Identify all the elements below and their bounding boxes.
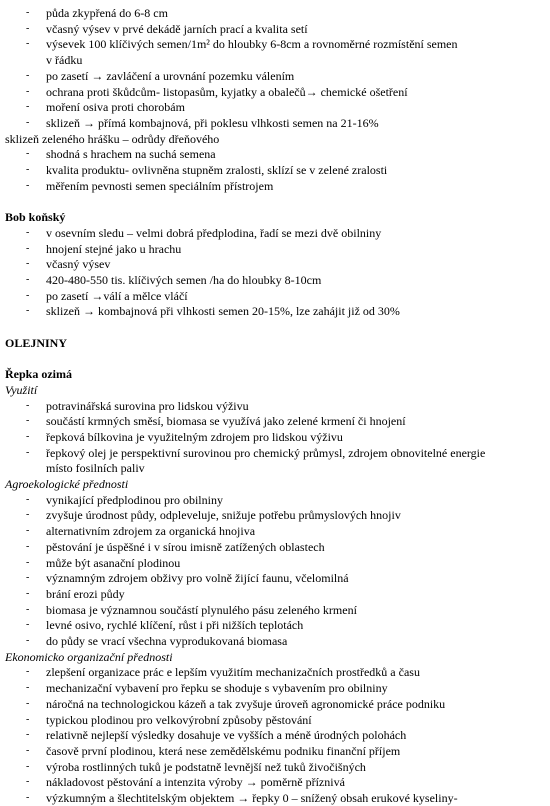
bullet-dash-icon: - [26, 273, 30, 285]
bullet-dash-icon: - [26, 713, 30, 725]
bullet-dash-icon: - [26, 38, 30, 50]
bullet-text: potravinářská surovina pro lidskou výživu [46, 398, 249, 413]
bullet-dash-icon: - [26, 7, 30, 18]
bullet-dash-icon: - [26, 22, 30, 34]
bullet-text: sklizeň → kombajnová při vlhkosti semen 20-15%, lze zahájit již od 30% [46, 304, 400, 319]
bullet-text: součástí krmných směsí, biomasa se využívá jako zelené krmení či hnojení [46, 414, 406, 429]
bullet-dash-icon: - [26, 603, 30, 615]
bullet-dash-icon: - [26, 148, 30, 160]
bullet-dash-icon: - [26, 258, 30, 270]
bullet-text: biomasa je významnou součástí plynulého pásu zeleného krmení [46, 602, 357, 617]
bullet-text: 420-480-550 tis. klíčivých semen /ha do hloubky 8-10cm [46, 272, 322, 287]
bullet-text: ochrana proti škůdcům- listopasům, kyjatky a obalečů→ chemické ošetření [46, 84, 408, 99]
bullet-text: kvalita produktu- ovlivněna stupněm zralosti, sklízí se v zelené zralosti [46, 163, 388, 177]
bullet-text: vynikající předplodinou pro obilniny [46, 492, 223, 507]
bullet-dash-icon: - [26, 415, 30, 427]
bullet-dash-icon: - [26, 540, 30, 552]
paragraph-line: sklizeň zeleného hrášku – odrůdy dřeňového [5, 131, 220, 146]
subsection-heading: Agroekologické přednosti [5, 477, 129, 491]
bullet-dash-icon: - [26, 556, 30, 568]
bullet-dash-icon: - [26, 305, 30, 317]
bullet-text: alternativním zdrojem za organická hnojiva [46, 524, 256, 539]
bullet-text: včasný výsev [46, 257, 111, 272]
bullet-text: nákladovost pěstování a intenzita výroby → poměrně příznivá [46, 775, 345, 790]
bullet-dash-icon: - [26, 619, 30, 631]
bullet-dash-icon: - [26, 776, 30, 788]
bullet-text: řepková bílkovina je využitelným zdrojem pro lidskou výživu [46, 429, 343, 444]
bullet-text: po zasetí →válí a mělce vláčí [46, 288, 188, 303]
section-heading: Řepka ozimá [5, 367, 72, 382]
bullet-text: typickou plodinou pro velkovýrobní způsoby pěstování [46, 712, 312, 727]
bullet-text: hnojení stejné jako u hrachu [46, 241, 182, 256]
bullet-text: do půdy se vrací všechna vyprodukovaná biomasa [46, 634, 288, 648]
bullet-dash-icon: - [26, 399, 30, 411]
bullet-dash-icon: - [26, 101, 30, 113]
bullet-dash-icon: - [26, 509, 30, 521]
continuation-text: místo fosilních paliv [46, 461, 145, 476]
bullet-dash-icon: - [26, 572, 30, 584]
bullet-text: relativně nejlepší výsledky dosahuje ve vyšších a méně úrodných polohách [46, 728, 407, 743]
bullet-text: shodná s hrachem na suchá semena [46, 147, 216, 162]
bullet-text: včasný výsev v prvé dekádě jarních prací a kvalita setí [46, 21, 308, 36]
bullet-text: v osevním sledu – velmi dobrá předplodina, řadí se mezi dvě obilniny [46, 225, 382, 240]
bullet-dash-icon: - [26, 179, 30, 191]
bullet-dash-icon: - [26, 682, 30, 694]
bullet-text: výroba rostlinných tuků je podstatně levnější než tuků živočišných [46, 759, 366, 774]
bullet-dash-icon: - [26, 792, 30, 803]
bullet-dash-icon: - [26, 226, 30, 238]
continuation-text: v řádku [46, 53, 83, 68]
bullet-dash-icon: - [26, 587, 30, 599]
bullet-text: mechanizační vybavení pro řepku se shoduje s vybavením pro obilniny [46, 681, 388, 696]
bullet-text: měřením pevnosti semen speciálním přístrojem [46, 178, 274, 193]
bullet-text: může být asanační plodinou [46, 555, 181, 570]
bullet-text: významným zdrojem obživy pro volně žijící faunu, včelomilná [46, 571, 349, 586]
bullet-dash-icon: - [26, 289, 30, 301]
bullet-dash-icon: - [26, 525, 30, 537]
bullet-dash-icon: - [26, 85, 30, 97]
bullet-dash-icon: - [26, 666, 30, 678]
bullet-text: brání erozi půdy [46, 586, 125, 601]
bullet-dash-icon: - [26, 493, 30, 505]
section-heading: Bob koňský [5, 210, 66, 225]
bullet-dash-icon: - [26, 116, 30, 128]
bullet-dash-icon: - [26, 729, 30, 741]
section-heading: OLEJNINY [5, 335, 68, 350]
bullet-text: náročná na technologickou kázeň a tak zvyšuje úroveň agronomické práce podniku [46, 696, 446, 711]
bullet-text: moření osiva proti chorobám [46, 100, 185, 115]
bullet-text: výsevek 100 klíčivých semen/1m² do hloubky 6-8cm a rovnoměrné rozmístění semen [46, 37, 458, 52]
bullet-dash-icon: - [26, 69, 30, 81]
bullet-dash-icon: - [26, 242, 30, 254]
bullet-text: levné osivo, rychlé klíčení, růst i při nižších teplotách [46, 618, 304, 633]
bullet-text: výzkumným a šlechtitelským objektem → řepky 0 – snížený obsah erukové kyseliny- [46, 791, 458, 805]
subsection-heading: Ekonomicko organizační přednosti [5, 649, 173, 664]
bullet-text: řepkový olej je perspektivní surovinou pro chemický průmysl, zdrojem obnovitelné energie [46, 445, 486, 460]
subsection-heading: Využití [5, 382, 38, 397]
bullet-dash-icon: - [26, 635, 30, 646]
bullet-text: po zasetí → zavláčení a urovnání pozemku válením [46, 68, 295, 83]
bullet-text: zlepšení organizace prác e lepším využitím mechanizačních prostředků a času [46, 665, 420, 680]
bullet-text: zvyšuje úrodnost půdy, odpleveluje, snižuje potřebu průmyslových hnojiv [46, 508, 401, 523]
bullet-dash-icon: - [26, 760, 30, 772]
bullet-dash-icon: - [26, 744, 30, 756]
bullet-text: půda zkypřená do 6-8 cm [46, 6, 168, 20]
bullet-dash-icon: - [26, 430, 30, 442]
bullet-dash-icon: - [26, 446, 30, 458]
bullet-text: pěstování je úspěšné i v sírou imisně zatížených oblastech [46, 539, 325, 554]
bullet-dash-icon: - [26, 164, 30, 175]
bullet-text: časově první plodinou, která nese zemědělskému podniku finanční příjem [46, 743, 401, 758]
bullet-dash-icon: - [26, 697, 30, 709]
bullet-text: sklizeň → přímá kombajnová, při poklesu vlhkosti semen na 21-16% [46, 115, 379, 130]
